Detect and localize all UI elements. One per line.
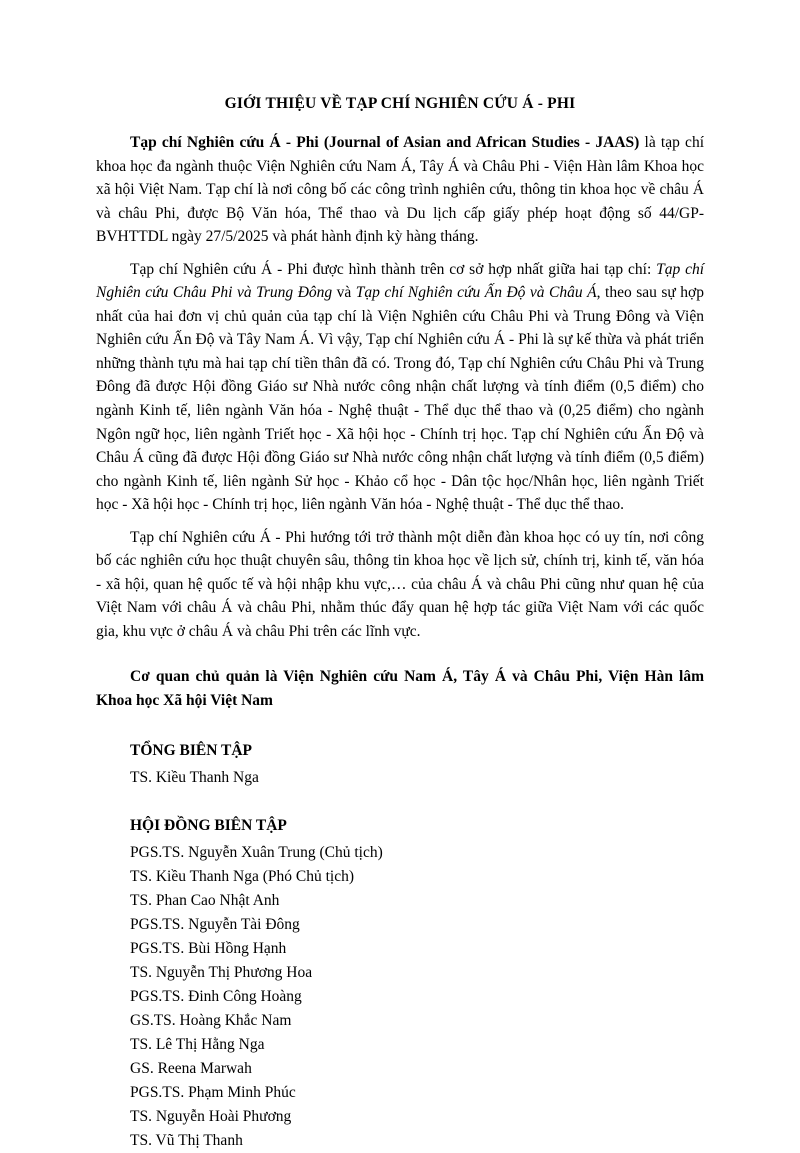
- editor-in-chief-heading: TỔNG BIÊN TẬP: [130, 741, 253, 759]
- list-item: GS.TS. Hoàng Khắc Nam: [130, 1012, 292, 1030]
- editorial-board-heading: HỘI ĐỒNG BIÊN TẬP: [130, 816, 287, 834]
- editorial-board-list: [96, 841, 704, 1153]
- list-item: TS. Vũ Thị Thanh: [130, 1132, 243, 1150]
- paragraph-intro: [96, 131, 704, 249]
- journal-name-bold: Tạp chí Nghiên cứu Á - Phi (Journal of Asian and African Studies - JAAS): [130, 134, 640, 151]
- merger-text-part2: và: [332, 284, 356, 302]
- list-item: PGS.TS. Nguyễn Xuân Trung (Chủ tịch): [130, 844, 383, 862]
- list-item: GS. Reena Marwah: [130, 1060, 252, 1078]
- list-item: TS. Kiều Thanh Nga (Phó Chủ tịch): [130, 868, 355, 886]
- paragraph-merger: [96, 258, 704, 517]
- merger-text-part3: , theo sau sự hợp nhất của hai đơn vị chủ quản của tạp chí là Viện Nghiên cứu Châu Phi và Trung Đông và Viện Nghiên cứu Ấn Độ và Tây Nam Á. Vì vậy, Tạp chí Nghiên cứu Á - Phi là sự kế thừa và phát triển những thành tựu mà hai tạp chí tiền thân đã có. Trong đó, Tạp chí Nghiên cứu Châu Phi và Trung Đông đã được Hội đồng Giáo sư Nhà nước công nhận chất lượng và tính điểm (0,5 điểm) cho ngành Kinh tế, liên ngành Văn hóa - Nghệ thuật - Thể dục thể thao và (0,25 điểm) cho ngành Ngôn ngữ học, liên ngành Triết học - Xã hội học - Chính trị học. Tạp chí Nghiên cứu Ấn Độ và Châu Á cũng đã được Hội đồng Giáo sư Nhà nước công nhận chất lượng và tính điểm (0,5 điểm) cho ngành Kinh tế, liên ngành Sử học - Khảo cổ học - Dân tộc học/Nhân học, liên ngành Triết học - Xã hội học - Chính trị học, liên ngành Văn hóa - Nghệ thuật - Thể dục thể thao.: [96, 284, 705, 514]
- list-item: PGS.TS. Đinh Công Hoàng: [130, 988, 302, 1006]
- list-item: TS. Nguyễn Thị Phương Hoa: [130, 964, 313, 982]
- former-journal-1: Tạp chí Nghiên cứu Châu Phi và Trung Đông: [96, 260, 705, 302]
- paragraph-mission: Tạp chí Nghiên cứu Á - Phi hướng tới trở thành một diễn đàn khoa học có uy tín, nơi công bố các nghiên cứu học thuật chuyên sâu, thông tin khoa học về lịch sử, chính trị, kinh tế, văn hóa - xã hội, quan hệ quốc tế và hội nhập khu vực,… của châu Á và châu Phi cũng như quan hệ của Việt Nam với châu Á và châu Phi, nhằm thúc đẩy quan hệ hợp tác giữa Việt Nam với các quốc gia, khu vực ở châu Á và châu Phi trên các lĩnh vực.: [96, 528, 704, 640]
- list-item: PGS.TS. Phạm Minh Phúc: [130, 1084, 296, 1102]
- merger-text-part1: Tạp chí Nghiên cứu Á - Phi được hình thành trên cơ sở hợp nhất giữa hai tạp chí:: [130, 260, 657, 278]
- page-title: GIỚI THIỆU VỀ TẠP CHÍ NGHIÊN CỨU Á - PHI: [224, 95, 576, 112]
- paragraph-intro-rest: là tạp chí khoa học đa ngành thuộc Viện Nghiên cứu Nam Á, Tây Á và Châu Phi - Viện Hàn lâm Khoa học xã hội Việt Nam. Tạp chí là nơi công bố các công trình nghiên cứu, thông tin khoa học về châu Á và châu Phi, được Bộ Văn hóa, Thể thao và Du lịch cấp giấy phép hoạt động số 44/GP-BVHTTDL ngày 27/5/2025 và phát hành định kỳ hàng tháng.: [96, 134, 704, 246]
- list-item: PGS.TS. Bùi Hồng Hạnh: [130, 940, 287, 958]
- list-item: PGS.TS. Nguyễn Tài Đông: [130, 916, 300, 934]
- list-item: TS. Phan Cao Nhật Anh: [130, 892, 280, 910]
- list-item: TS. Lê Thị Hằng Nga: [130, 1036, 265, 1054]
- editor-in-chief-name: TS. Kiều Thanh Nga: [130, 768, 259, 786]
- governing-body-statement: Cơ quan chủ quản là Viện Nghiên cứu Nam Á, Tây Á và Châu Phi, Viện Hàn lâm Khoa học Xã hội Việt Nam: [96, 668, 704, 710]
- list-item: TS. Nguyễn Hoài Phương: [130, 1108, 292, 1126]
- former-journal-2: Tạp chí Nghiên cứu Ấn Độ và Châu Á: [355, 284, 597, 302]
